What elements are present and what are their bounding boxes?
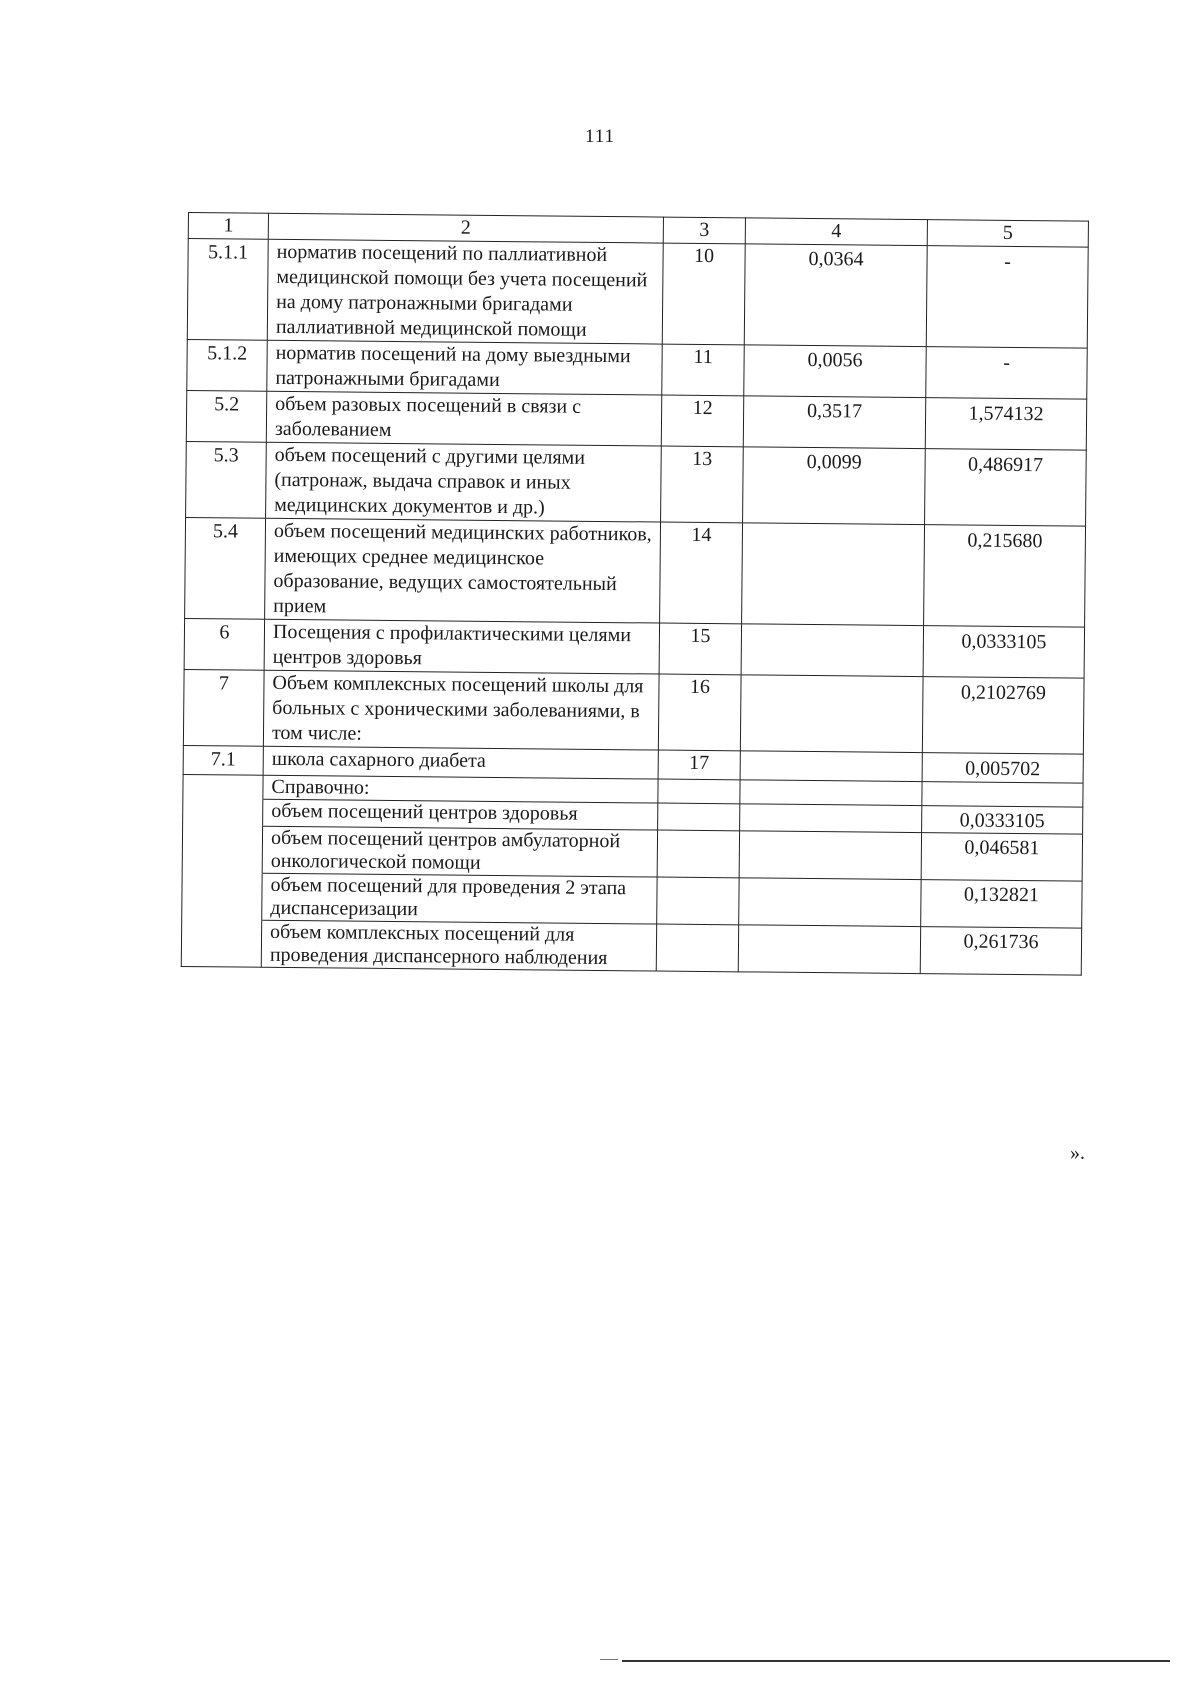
row-value-col4: 0,0056 [744,345,926,398]
row-description: объем разовых посещений в связи с заболеванием [266,391,661,446]
row-value-col4 [742,523,925,626]
row-value-col5: 0,0333105 [923,626,1084,679]
reference-number-cell [182,825,262,873]
row-number: 5.2 [186,390,266,442]
row-code: 16 [658,674,741,751]
reference-value: 0,261736 [920,927,1081,976]
row-number: 5.3 [186,441,267,518]
header-cell-5: 5 [927,220,1088,248]
table-row [186,441,1087,526]
row-code: 12 [661,395,743,447]
table-row [187,239,1088,349]
row-number: 5.4 [185,517,266,619]
header-cell-2: 2 [268,213,663,243]
reference-col4-cell [739,878,921,927]
row-code: 11 [662,344,744,396]
header-cell-3: 3 [663,217,745,244]
row-description: норматив посещений на дому выездными патронажными бригадами [267,340,662,395]
row-number: 5.1.2 [187,339,267,391]
row-code: 15 [659,623,741,675]
row-number: 7.1 [183,745,263,775]
row-value-col5: 0,215680 [924,525,1086,628]
row-value-col4: 0,0099 [743,447,926,525]
row-description: Посещения с профилактическими целями центров здоровья [264,619,659,674]
reference-row [182,872,1082,928]
row-value-col5: - [926,347,1087,400]
row-value-col5: 0,486917 [925,449,1087,527]
reference-col4-cell [740,804,922,833]
reference-code-cell [656,924,738,972]
reference-number-cell [181,919,261,967]
reference-col4-cell [739,831,921,880]
reference-code-cell [657,877,739,925]
page-number: 111 [584,126,616,147]
reference-title: Справочно: [263,775,658,803]
reference-code-cell [657,830,739,878]
row-description: школа сахарного диабета [263,746,658,779]
row-code: 10 [662,243,745,345]
row-value-col4 [740,675,923,753]
reference-col5-cell [922,782,1083,808]
table-row [184,618,1084,678]
table-row [187,339,1087,399]
table-row [183,669,1084,754]
row-value-col4: 0,0364 [744,244,927,347]
reference-value: 0,132821 [921,880,1082,929]
reference-row [181,919,1081,975]
bottom-rule [622,1660,1170,1662]
reference-code-cell [658,779,740,804]
row-number: 7 [183,669,264,746]
row-description: норматив посещений по паллиативной медицинской помощи без учета посещений на дому патронажными бригадами паллиативной медицинской помощи [267,239,663,344]
reference-number-cell [183,774,263,799]
reference-code-cell [658,803,740,831]
reference-number-cell [182,872,262,920]
row-value-col5: 0,005702 [922,753,1083,784]
row-description: объем посещений с другими целями (патронаж, выдача справок и иных медицинских документов и др.) [266,442,662,522]
row-value-col5: 1,574132 [925,398,1086,451]
row-number: 5.1.1 [187,239,268,341]
reference-row [182,825,1082,881]
norms-table [181,212,1089,976]
reference-value: 0,0333105 [922,806,1083,835]
header-cell-1: 1 [188,213,268,240]
row-value-col4 [740,751,922,782]
row-description: Объем комплексных посещений школы для больных с хроническими заболеваниями, в том числе: [263,670,659,750]
row-number: 6 [184,618,264,670]
bottom-rule-dash [600,1659,618,1660]
row-description: объем посещений медицинских работников, имеющих среднее медицинское образование, ведущих самостоятельный прием [265,518,661,623]
closing-quote: ». [1070,1142,1085,1164]
reference-col4-cell [738,925,920,974]
reference-description: объем посещений центров здоровья [263,799,658,830]
reference-description: объем посещений центров амбулаторной онкологической помощи [262,826,657,877]
reference-value: 0,046581 [921,833,1082,882]
table-row [185,517,1086,627]
reference-number-cell [183,798,263,826]
reference-description: объем посещений для проведения 2 этапа диспансеризации [262,873,657,924]
row-code: 14 [660,522,743,624]
header-cell-4: 4 [745,218,927,246]
row-code: 17 [658,750,740,780]
row-code: 13 [661,446,744,523]
reference-col4-cell [740,780,922,806]
reference-description: объем комплексных посещений для проведения диспансерного наблюдения [261,920,656,971]
table-row [186,390,1086,450]
row-value-col4: 0,3517 [743,396,925,449]
row-value-col5: - [926,246,1088,349]
row-value-col4 [741,624,923,677]
row-value-col5: 0,2102769 [922,677,1084,755]
